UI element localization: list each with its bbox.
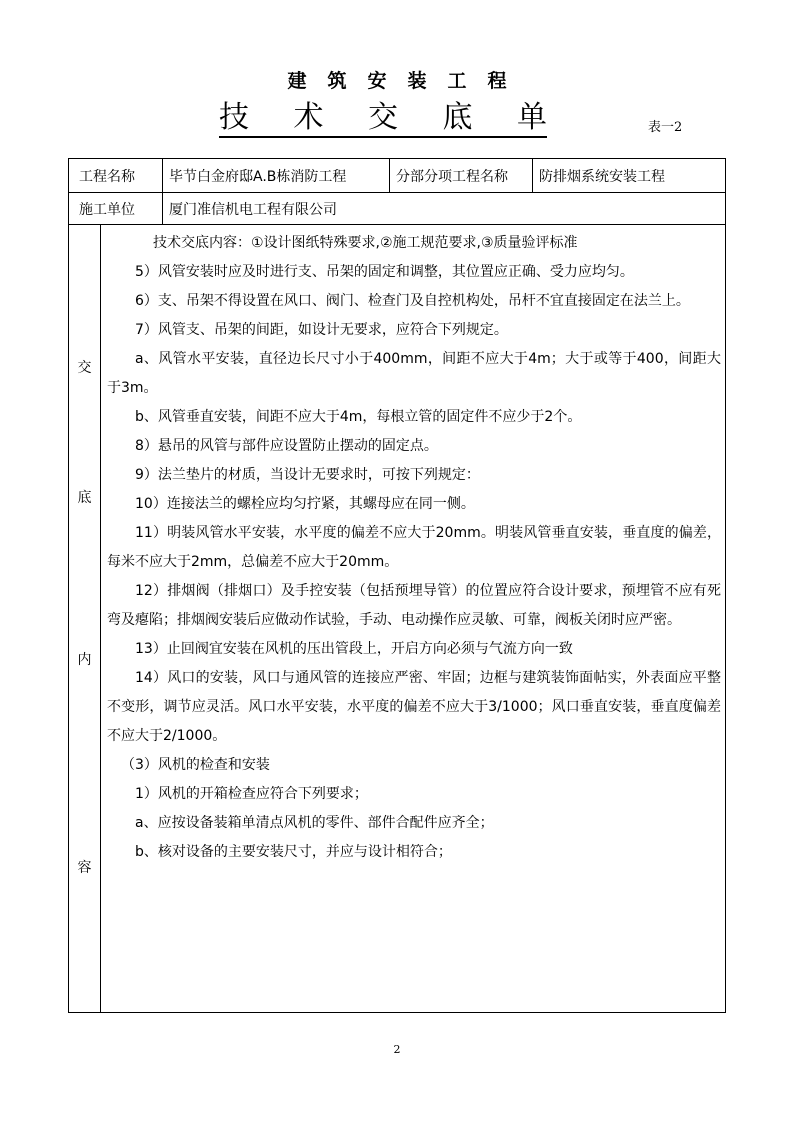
content-area: [69, 225, 725, 1012]
contractor-value: 厦门准信机电工程有限公司: [162, 193, 725, 224]
content-paragraph: 5）风管安装时应及时进行支、吊架的固定和调整，其位置应正确、受力应均匀。: [135, 264, 634, 280]
subproject-value: 防排烟系统安装工程: [532, 159, 725, 192]
side-label-char: 交: [77, 360, 92, 376]
content-paragraph: 13）止回阀宜安装在风机的压出管段上，开启方向必须与气流方向一致: [135, 641, 573, 657]
disclosure-content: [107, 229, 721, 867]
content-paragraph: 10）连接法兰的螺栓应均匀拧紧，其螺母应在同一侧。: [135, 496, 475, 512]
form-number: 表一2: [648, 120, 683, 135]
content-paragraph: 1）风机的开箱检查应符合下列要求；: [135, 786, 368, 802]
content-paragraph: 9）法兰垫片的材质，当设计无要求时，可按下列规定：: [135, 467, 480, 483]
document-subtitle: [219, 100, 547, 138]
subtitle-char: 底: [442, 100, 473, 135]
side-label-char: 容: [77, 860, 92, 876]
document-title: 建筑安装工程: [287, 70, 528, 92]
content-paragraph: a、风管水平安装，直径边长尺寸小于400mm，间距不应大于4m；大于或等于400，间距大于3m。: [107, 351, 721, 396]
content-paragraph: 8）悬吊的风管与部件应设置防止摆动的固定点。: [135, 438, 438, 454]
subtitle-char: 术: [293, 100, 324, 135]
content-paragraph: b、风管垂直安装，间距不应大于4m，每根立管的固定件不应少于2个。: [135, 409, 582, 425]
subproject-label: 分部分项工程名称: [389, 159, 532, 192]
side-label-column: [69, 225, 101, 1012]
contractor-row: [69, 193, 725, 225]
content-paragraph: 6）支、吊架不得设置在风口、阀门、检查门及自控机构处，吊杆不宜直接固定在法兰上。: [135, 293, 690, 309]
project-name-value: 毕节白金府邸A.B栋消防工程: [162, 159, 389, 192]
side-label-char: 内: [77, 652, 92, 668]
content-paragraph: a、应按设备装箱单清点风机的零件、部件合配件应齐全；: [135, 815, 494, 831]
subtitle-char: 交: [368, 100, 398, 135]
content-paragraph: （3）风机的检查和安装: [121, 757, 270, 773]
content-paragraph: 11）明装风管水平安装，水平度的偏差不应大于20mm。明装风管垂直安装，垂直度的偏差，每米不应大于2mm，总偏差不应大于20mm。: [107, 525, 721, 570]
content-paragraph: 14）风口的安装，风口与通风管的连接应严密、牢固；边框与建筑装饰面帖实，外表面应平整不变形，调节应灵活。风口水平安装，水平度的偏差不应大于3/1000；风口垂直安装，垂直度偏差不应大于2/1000。: [107, 670, 721, 744]
content-paragraph: 12）排烟阀（排烟口）及手控安装（包括预埋导管）的位置应符合设计要求，预埋管不应有死弯及瘪陷；排烟阀安装后应做动作试验，手动、电动操作应灵敏、可靠，阀板关闭时应严密。: [107, 583, 721, 628]
content-paragraph: b、核对设备的主要安装尺寸，并应与设计相符合；: [135, 844, 452, 860]
disclosure-table: [68, 158, 726, 1013]
page-number: 2: [393, 1043, 401, 1056]
side-label-char: 底: [77, 490, 92, 506]
content-paragraph: 7）风管支、吊架的间距，如设计无要求，应符合下列规定。: [135, 322, 508, 338]
subtitle-char: 单: [517, 100, 547, 135]
project-row: [69, 159, 725, 193]
subtitle-char: 技: [219, 100, 249, 135]
contractor-label: 施工单位: [79, 201, 135, 218]
content-paragraph: 技术交底内容：①设计图纸特殊要求,②施工规范要求,③质量验评标准: [153, 235, 578, 251]
project-name-label: 工程名称: [79, 168, 135, 185]
